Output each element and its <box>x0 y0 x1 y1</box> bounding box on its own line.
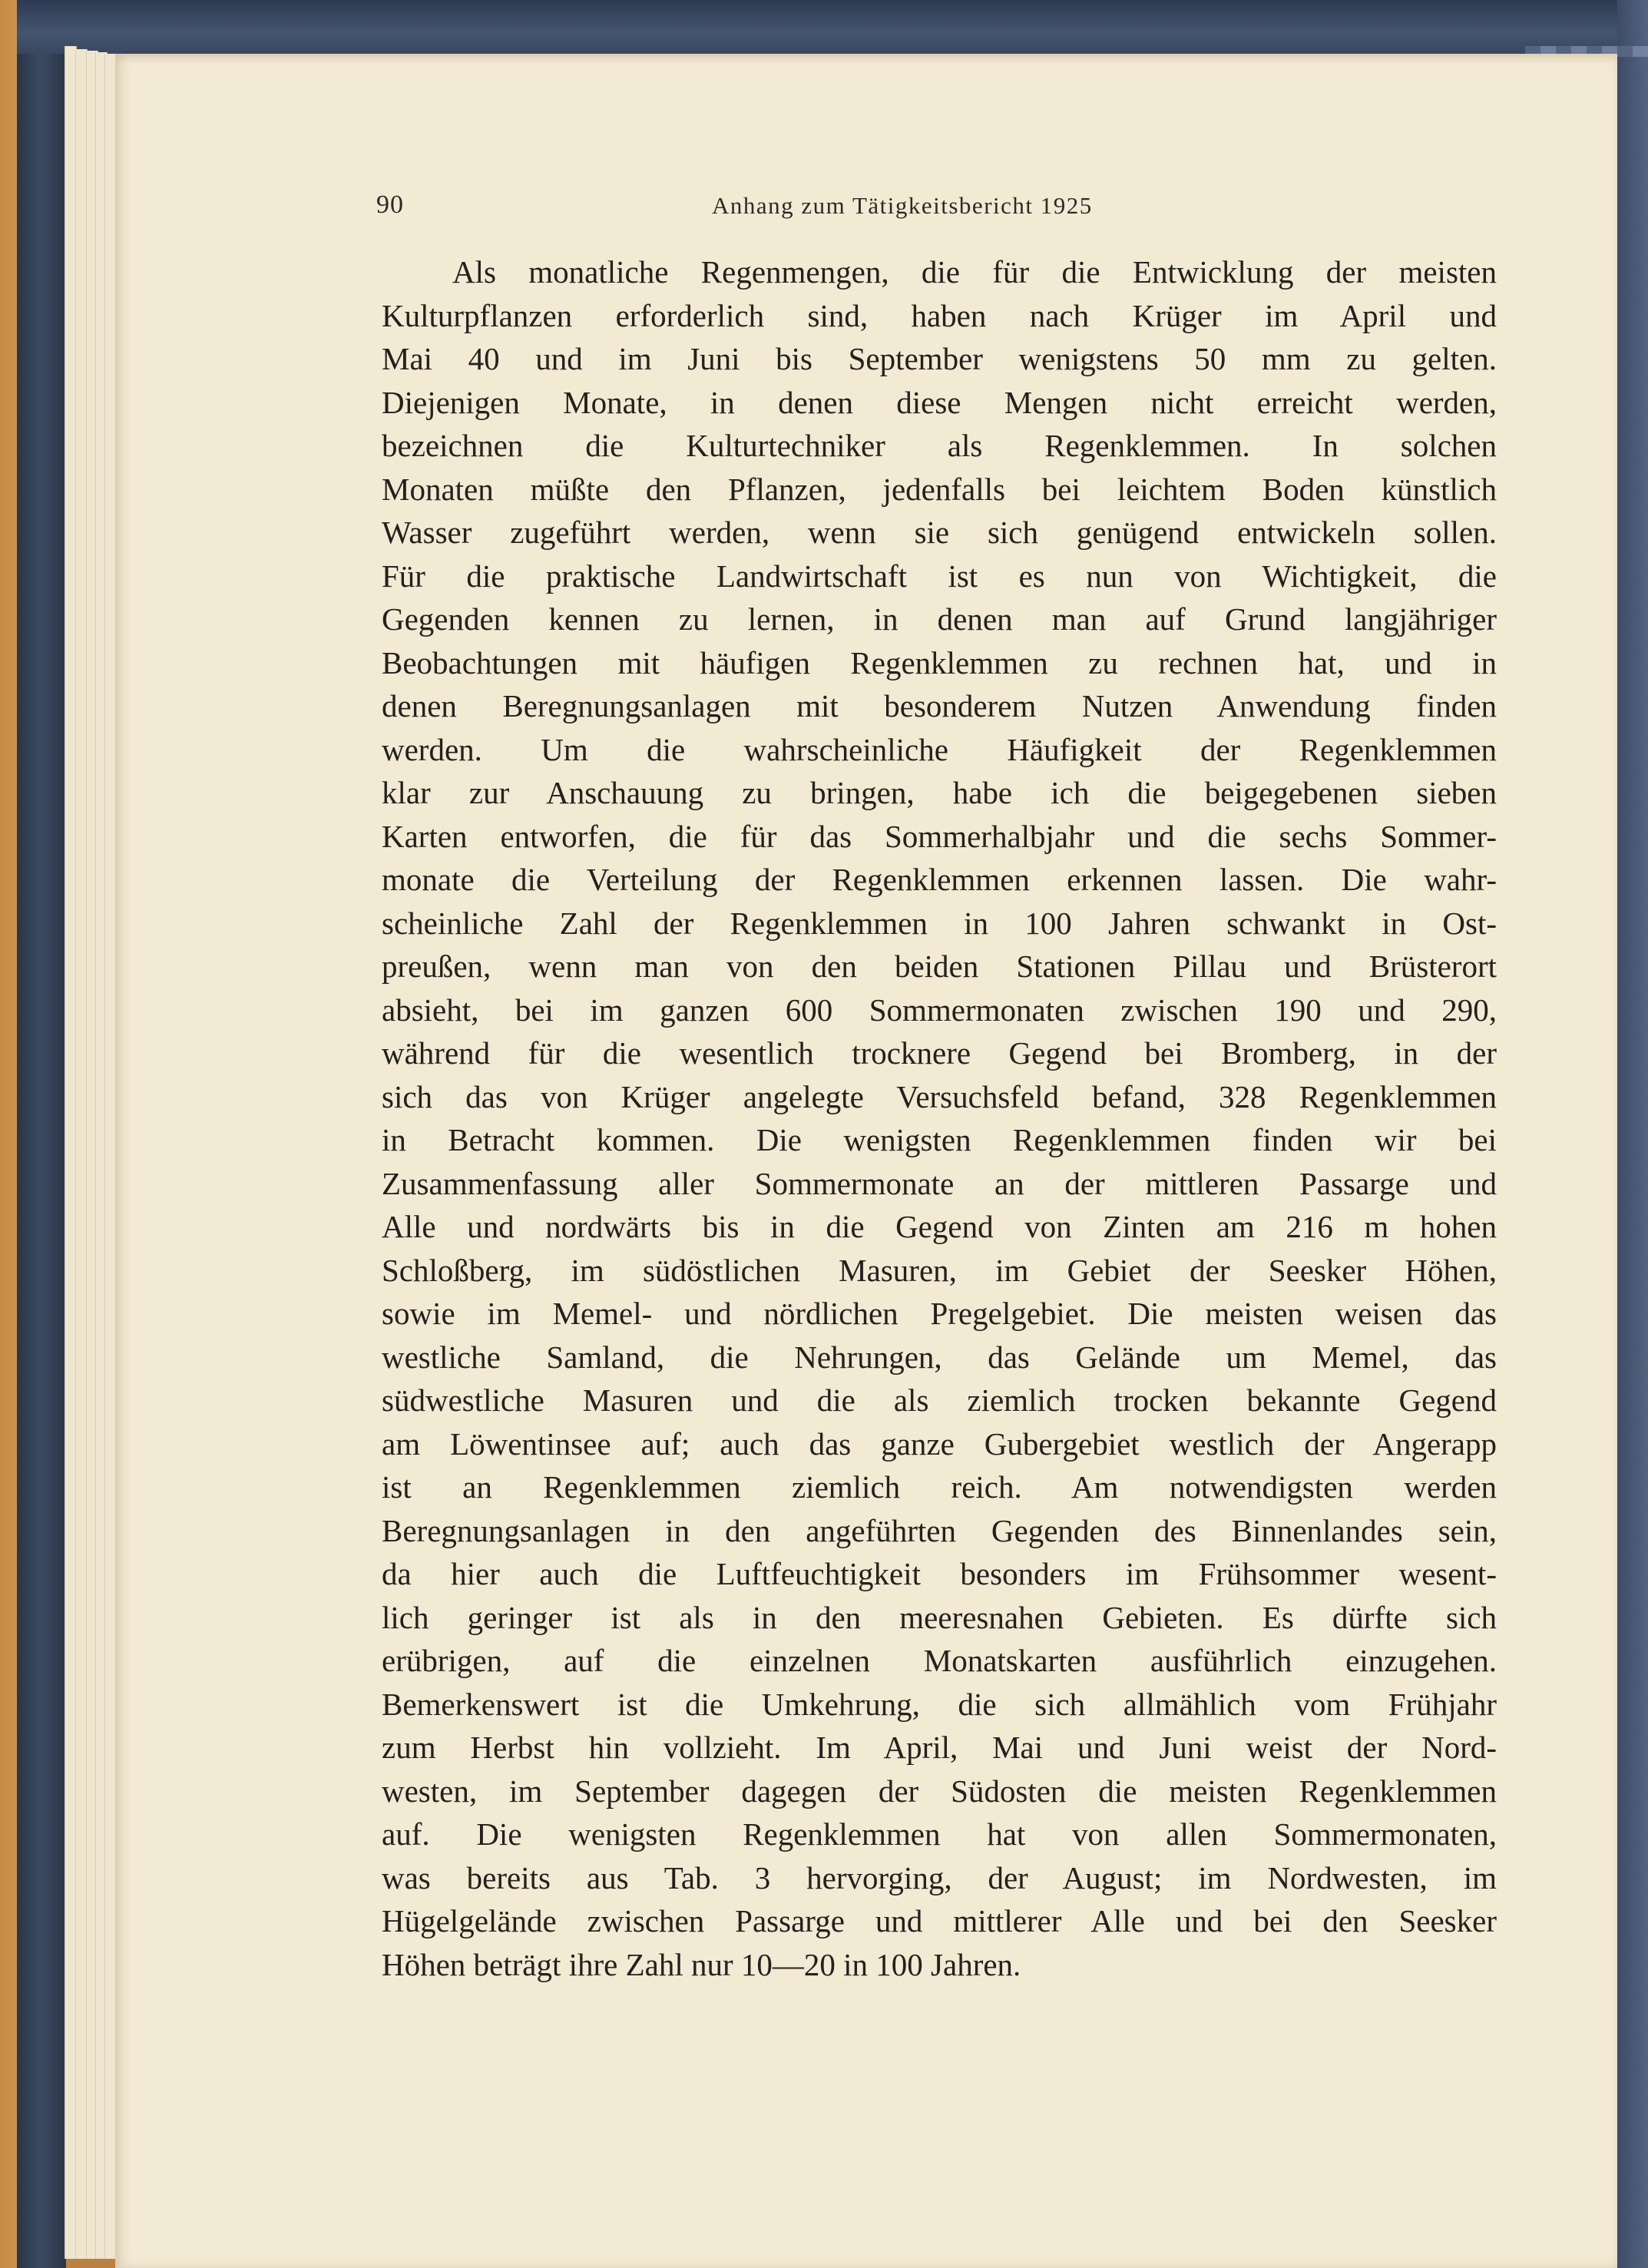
text-line: in Betracht kommen. Die wenigsten Regenklemmen finden wir bei <box>382 1122 1497 1157</box>
text-line: Schloßberg, im südöstlichen Masuren, im Gebiet der Seesker Höhen, <box>382 1252 1497 1288</box>
text-line: während für die wesentlich trocknere Gegend bei Bromberg, in der <box>382 1035 1497 1071</box>
text-line: westen, im September dagegen der Südosten die meisten Regenklemmen <box>382 1773 1497 1809</box>
text-line: Höhen beträgt ihre Zahl nur 10—20 in 100 Jahren. <box>382 1946 1021 1982</box>
text-line: bezeichnen die Kulturtechniker als Regenklemmen. In solchen <box>382 428 1497 463</box>
page-number: 90 <box>376 190 404 219</box>
text-line: Beobachtungen mit häufigen Regenklemmen zu rechnen hat, und in <box>382 644 1497 680</box>
text-line: ist an Regenklemmen ziemlich reich. Am notwendigsten werden <box>382 1469 1497 1505</box>
page-header <box>376 190 1451 221</box>
binding-left <box>17 0 66 2268</box>
body-text <box>382 250 1497 1986</box>
text-line: Hügelgelände zwischen Passarge und mittlerer Alle und bei den Seesker <box>382 1903 1497 1939</box>
text-line: Karten entworfen, die für das Sommerhalbjahr und die sechs Sommer- <box>382 818 1497 854</box>
text-line: zum Herbst hin vollzieht. Im April, Mai und Juni weist der Nord- <box>382 1730 1497 1765</box>
text-line: Monaten müßte den Pflanzen, jedenfalls bei leichtem Boden künstlich <box>382 471 1497 507</box>
text-line: werden. Um die wahrscheinliche Häufigkeit der Regenklemmen <box>382 731 1497 767</box>
text-line: Mai 40 und im Juni bis September wenigstens 50 mm zu gelten. <box>382 341 1497 376</box>
text-line: am Löwentinsee auf; auch das ganze Gubergebiet westlich der Angerapp <box>382 1425 1497 1462</box>
text-line: da hier auch die Luftfeuchtigkeit besonders im Frühsommer wesent- <box>382 1556 1497 1591</box>
text-line: Kulturpflanzen erforderlich sind, haben nach Krüger im April und <box>382 297 1497 333</box>
text-line: absieht, bei im ganzen 600 Sommermonaten zwischen 190 und 290, <box>382 992 1497 1028</box>
text-line: preußen, wenn man von den beiden Stationen Pillau und Brüsterort <box>382 949 1497 984</box>
text-line: denen Beregnungsanlagen mit besonderem Nutzen Anwendung finden <box>382 688 1497 723</box>
text-line: Gegenden kennen zu lernen, in denen man auf Grund langjähriger <box>382 601 1497 637</box>
text-line: Für die praktische Landwirtschaft ist es nun von Wichtigkeit, die <box>382 558 1497 594</box>
text-line: westliche Samland, die Nehrungen, das Gelände um Memel, das <box>382 1339 1497 1375</box>
text-line: was bereits aus Tab. 3 hervorging, der August; im Nordwesten, im <box>382 1859 1497 1896</box>
text-line: lich geringer ist als in den meeresnahen Gebieten. Es dürfte sich <box>382 1599 1497 1635</box>
text-line: Wasser zugeführt werden, wenn sie sich genügend entwickeln sollen. <box>382 515 1497 550</box>
text-line: klar zur Anschauung zu bringen, habe ich die beigegebenen sieben <box>382 775 1497 810</box>
text-line: scheinliche Zahl der Regenklemmen in 100 Jahren schwankt in Ost- <box>382 905 1497 941</box>
text-line: Alle und nordwärts bis in die Gegend von Zinten am 216 m hohen <box>382 1209 1497 1244</box>
text-line: Beregnungsanlagen in den angeführten Gegenden des Binnenlandes sein, <box>382 1512 1497 1548</box>
binding-right <box>1617 0 1648 2268</box>
text-line: monate die Verteilung der Regenklemmen erkennen lassen. Die wahr- <box>382 862 1497 897</box>
text-line: Als monatliche Regenmengen, die für die Entwicklung der meisten <box>452 254 1497 290</box>
text-line: Zusammenfassung aller Sommermonate an der mittleren Passarge und <box>382 1165 1497 1201</box>
text-line: südwestliche Masuren und die als ziemlich trocken bekannte Gegend <box>382 1382 1497 1418</box>
text-line: sich das von Krüger angelegte Versuchsfeld befand, 328 Regenklemmen <box>382 1078 1497 1114</box>
text-line: Bemerkenswert ist die Umkehrung, die sich allmählich vom Frühjahr <box>382 1686 1497 1722</box>
running-title: Anhang zum Tätigkeitsbericht 1925 <box>712 192 1093 219</box>
text-line: erübrigen, auf die einzelnen Monatskarten ausführlich einzugehen. <box>382 1643 1497 1678</box>
text-line: auf. Die wenigsten Regenklemmen hat von allen Sommermonaten, <box>382 1816 1497 1852</box>
binding-top <box>17 0 1648 54</box>
text-line: sowie im Memel- und nördlichen Pregelgebiet. Die meisten weisen das <box>382 1296 1497 1331</box>
text-line: Diejenigen Monate, in denen diese Mengen nicht erreicht werden, <box>382 384 1497 420</box>
